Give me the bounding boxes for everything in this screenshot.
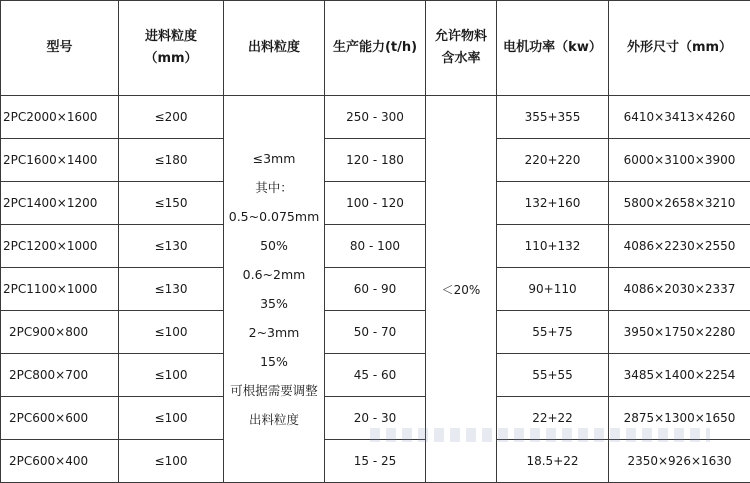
header-motor-power: 电机功率（kw） [497, 1, 609, 96]
output-note-line: 出料粒度 [224, 405, 324, 434]
model-cell: 2PC800×700 [1, 354, 119, 397]
feed-size-cell: ≤150 [119, 182, 224, 225]
header-moisture-line1: 允许物料 [426, 26, 496, 48]
output-note-line: 50% [224, 231, 324, 260]
feed-size-cell: ≤180 [119, 139, 224, 182]
model-cell: 2PC1100×1000 [1, 268, 119, 311]
table-row [1, 311, 750, 354]
header-moisture-line2: 含水率 [426, 48, 496, 70]
output-note-line: 15% [224, 347, 324, 376]
feed-size-cell: ≤100 [119, 354, 224, 397]
feed-size-cell: ≤100 [119, 311, 224, 354]
output-note-line: 0.5~0.075mm [224, 202, 324, 231]
feed-size-cell: ≤100 [119, 440, 224, 483]
model-cell: 2PC1600×1400 [1, 139, 119, 182]
header-model: 型号 [1, 1, 119, 96]
feed-size-cell: ≤100 [119, 397, 224, 440]
header-feed-size-line1: 进料粒度 [119, 26, 223, 48]
table-row [1, 397, 750, 440]
output-note-line: 0.6~2mm [224, 260, 324, 289]
model-cell: 2PC600×400 [1, 440, 119, 483]
feed-size-cell: ≤130 [119, 268, 224, 311]
model-cell: 2PC2000×1600 [1, 96, 119, 139]
motor-power-cell: 90+110 [497, 268, 609, 311]
motor-power-cell: 22+22 [497, 397, 609, 440]
moisture-cell: ＜20% [426, 96, 497, 483]
motor-power-cell: 132+160 [497, 182, 609, 225]
capacity-cell: 100 - 120 [325, 182, 426, 225]
table-row [1, 354, 750, 397]
dimensions-cell: 2875×1300×1650 [609, 397, 750, 440]
output-note-line: 2~3mm [224, 318, 324, 347]
dimensions-cell: 4086×2030×2337 [609, 268, 750, 311]
table-row [1, 268, 750, 311]
header-dimensions: 外形尺寸（mm） [609, 1, 750, 96]
motor-power-cell: 55+55 [497, 354, 609, 397]
motor-power-cell: 110+132 [497, 225, 609, 268]
model-cell: 2PC1200×1000 [1, 225, 119, 268]
capacity-cell: 120 - 180 [325, 139, 426, 182]
header-row [1, 1, 750, 96]
dimensions-cell: 3485×1400×2254 [609, 354, 750, 397]
output-note-line: 可根据需要调整 [224, 376, 324, 405]
capacity-cell: 250 - 300 [325, 96, 426, 139]
model-cell: 2PC900×800 [1, 311, 119, 354]
table-row [1, 440, 750, 483]
header-moisture [426, 1, 497, 96]
capacity-cell: 50 - 70 [325, 311, 426, 354]
feed-size-cell: ≤130 [119, 225, 224, 268]
header-feed-size [119, 1, 224, 96]
header-output-size: 出料粒度 [224, 1, 325, 96]
table-row [1, 139, 750, 182]
capacity-cell: 60 - 90 [325, 268, 426, 311]
table-row [1, 225, 750, 268]
output-note-line: 其中： [224, 173, 324, 202]
header-capacity: 生产能力(t/h) [325, 1, 426, 96]
motor-power-cell: 55+75 [497, 311, 609, 354]
capacity-cell: 15 - 25 [325, 440, 426, 483]
capacity-cell: 45 - 60 [325, 354, 426, 397]
dimensions-cell: 2350×926×1630 [609, 440, 750, 483]
dimensions-cell: 3950×1750×2280 [609, 311, 750, 354]
dimensions-cell: 4086×2230×2550 [609, 225, 750, 268]
dimensions-cell: 5800×2658×3210 [609, 182, 750, 225]
feed-size-cell: ≤200 [119, 96, 224, 139]
dimensions-cell: 6410×3413×4260 [609, 96, 750, 139]
motor-power-cell: 220+220 [497, 139, 609, 182]
table-row [1, 182, 750, 225]
model-cell: 2PC1400×1200 [1, 182, 119, 225]
motor-power-cell: 18.5+22 [497, 440, 609, 483]
model-cell: 2PC600×600 [1, 397, 119, 440]
table-row [1, 96, 750, 139]
output-note-line: 35% [224, 289, 324, 318]
motor-power-cell: 355+355 [497, 96, 609, 139]
dimensions-cell: 6000×3100×3900 [609, 139, 750, 182]
capacity-cell: 20 - 30 [325, 397, 426, 440]
capacity-cell: 80 - 100 [325, 225, 426, 268]
header-feed-size-line2: （mm） [119, 48, 223, 70]
output-size-note [224, 96, 325, 483]
output-note-line: ≤3mm [224, 144, 324, 173]
